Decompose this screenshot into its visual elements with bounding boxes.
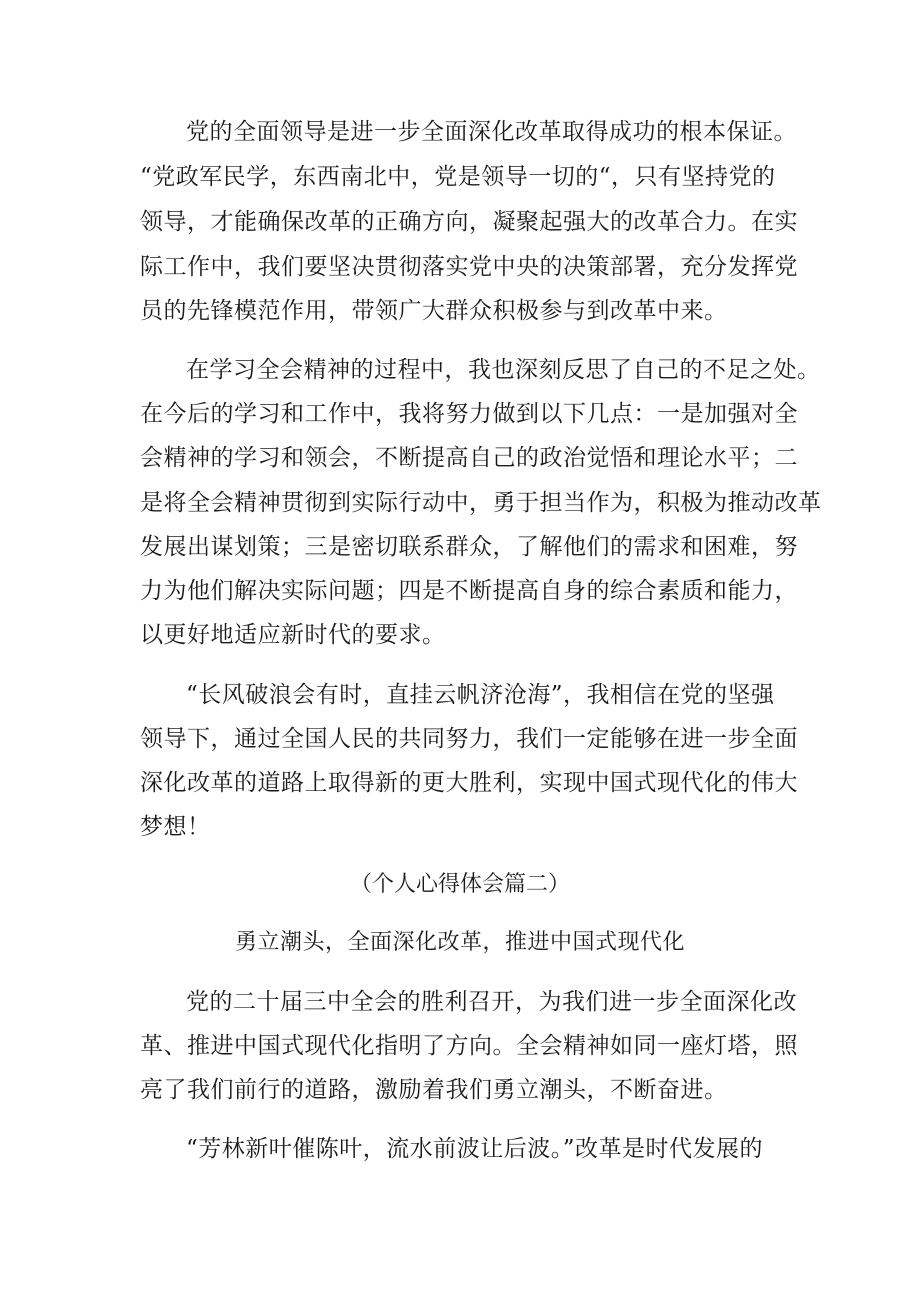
text-line: 是将全会精神贯彻到实际行动中，勇于担当作为，积极为推动改革	[140, 490, 822, 516]
text-line: 党的全面领导是进一步全面深化改革取得成功的根本保证。	[186, 119, 797, 145]
text-line: “芳林新叶催陈叶，流水前波让后波。”改革是时代发展的	[186, 1136, 764, 1162]
text-line: 在今后的学习和工作中，我将努力做到以下几点：一是加强对全	[140, 401, 798, 427]
text-line: 革、推进中国式现代化指明了方向。全会精神如同一座灯塔，照	[140, 1033, 798, 1059]
text-line: 领导下，通过全国人民的共同努力，我们一定能够在进一步全面	[140, 726, 798, 752]
text-line: 梦想！	[140, 814, 211, 840]
text-line: 党的二十届三中全会的胜利召开，为我们进一步全面深化改	[186, 989, 797, 1015]
text-line: 会精神的学习和领会，不断提高自己的政治觉悟和理论水平；二	[140, 445, 798, 471]
section-subtitle: 勇立潮头，全面深化改革，推进中国式现代化	[234, 930, 685, 955]
text-line: 亮了我们前行的道路，激励着我们勇立潮头，不断奋进。	[140, 1077, 728, 1103]
text-line: 在学习全会精神的过程中，我也深刻反思了自己的不足之处。	[186, 357, 821, 383]
text-line: 领导，才能确保改革的正确方向，凝聚起强大的改革合力。在实	[140, 209, 798, 235]
text-line: 发展出谋划策；三是密切联系群众，了解他们的需求和困难，努	[140, 534, 798, 560]
text-line: 力为他们解决实际问题；四是不断提高自身的综合素质和能力，	[140, 578, 798, 604]
text-line: 以更好地适应新时代的要求。	[140, 622, 446, 648]
text-line: 际工作中，我们要坚决贯彻落实党中央的决策部署，充分发挥党	[140, 254, 798, 280]
text-line: “长风破浪会有时，直挂云帆济沧海”，我相信在党的坚强	[186, 682, 775, 708]
text-line: 员的先锋模范作用，带领广大群众积极参与到改革中来。	[140, 298, 728, 324]
text-line: 深化改革的道路上取得新的更大胜利，实现中国式现代化的伟大	[140, 770, 798, 796]
section-heading: （个人心得体会篇二）	[349, 872, 570, 897]
text-line: “党政军民学，东西南北中，党是领导一切的“，只有坚持党的	[140, 164, 776, 190]
